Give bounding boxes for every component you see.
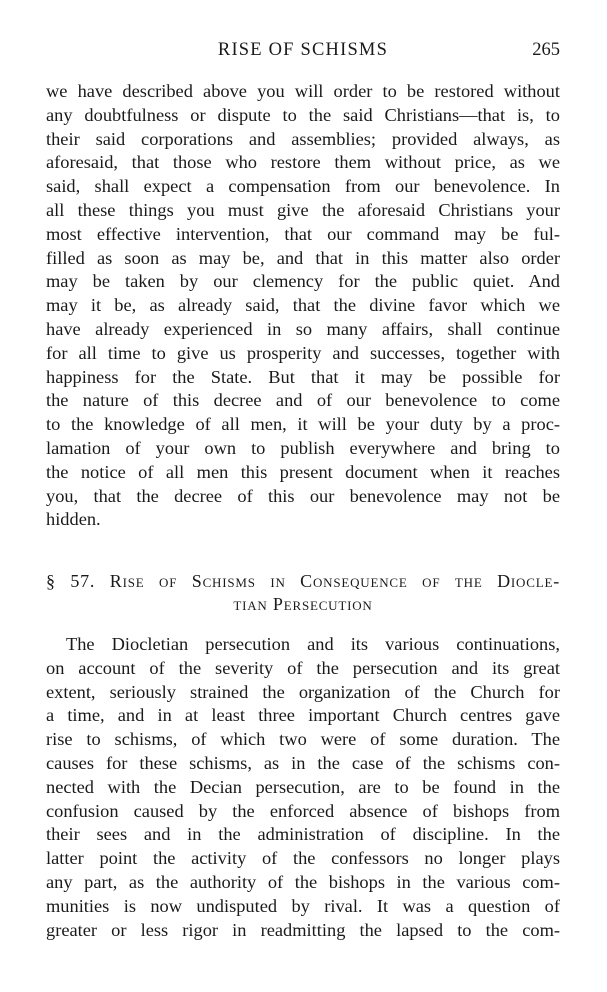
section-heading-line: tian Persecution	[233, 594, 373, 614]
text-line: may it be, as already said, that the divine favor which we	[46, 295, 560, 316]
text-line: greater or less rigor in readmitting the lapsed to the com-	[46, 919, 560, 940]
text-line: a time, and in at least three important Church centres gave	[46, 705, 560, 726]
text-line: on account of the severity of the persecution and its great	[46, 657, 560, 678]
text-line: to the knowledge of all men, it will be your duty by a proc-	[46, 414, 560, 435]
running-header	[46, 38, 560, 62]
text-line: extent, seriously strained the organization of the Church for	[46, 681, 560, 702]
text-line: have already experienced in so many affairs, shall continue	[46, 318, 560, 339]
text-line: the nature of this decree and of our benevolence to come	[46, 390, 560, 411]
text-line: confusion caused by the enforced absence of bishops from	[46, 800, 560, 821]
section-heading	[46, 570, 560, 616]
text-line: filled as soon as may be, and that in this matter also order	[46, 247, 560, 268]
text-line: rise to schisms, of which two were of some duration. The	[46, 729, 560, 750]
text-line: lamation of your own to publish everywhere and bring to	[46, 437, 560, 458]
text-line: latter point the activity of the confessors no longer plays	[46, 848, 560, 869]
page-number: 265	[532, 40, 560, 60]
text-line: the notice of all men this present document when it reaches	[46, 461, 560, 482]
text-line: most effective intervention, that our command may be ful-	[46, 223, 560, 244]
text-line: aforesaid, that those who restore them without price, as we	[46, 152, 560, 173]
text-line: their said corporations and assemblies; provided always, as	[46, 128, 560, 149]
text-line: munities is now undisputed by rival. It was a question of	[46, 895, 560, 916]
text-line: nected with the Decian persecution, are to be found in the	[46, 776, 560, 797]
text-line: you, that the decree of this our benevolence may not be	[46, 485, 560, 506]
text-line: said, shall expect a compensation from our benevolence. In	[46, 176, 560, 197]
text-line: any part, as the authority of the bishops in the various com-	[46, 871, 560, 892]
running-title: RISE OF SCHISMS	[217, 40, 389, 60]
text-line: causes for these schisms, as in the case of the schisms con-	[46, 752, 560, 773]
text-line: their sees and in the administration of discipline. In the	[46, 824, 560, 845]
text-line: may be taken by our clemency for the public quiet. And	[46, 271, 560, 292]
text-line: for all time to give us prosperity and successes, together with	[46, 342, 560, 363]
text-line: we have described above you will order to be restored without	[46, 81, 560, 101]
paragraph-section-57	[46, 633, 560, 942]
text-line: hidden.	[46, 509, 101, 530]
text-line: any doubtfulness or dispute to the said Christians—that is, to	[46, 104, 560, 125]
text-line: all these things you must give the aforesaid Christians your	[46, 199, 560, 220]
section-heading-line: § 57. Rise of Schisms in Consequence of the Diocle-	[46, 571, 560, 591]
text-line: The Diocletian persecution and its various continuations,	[66, 634, 560, 654]
text-line: happiness for the State. But that it may be possible for	[46, 366, 560, 387]
paragraph-continued	[46, 80, 560, 532]
